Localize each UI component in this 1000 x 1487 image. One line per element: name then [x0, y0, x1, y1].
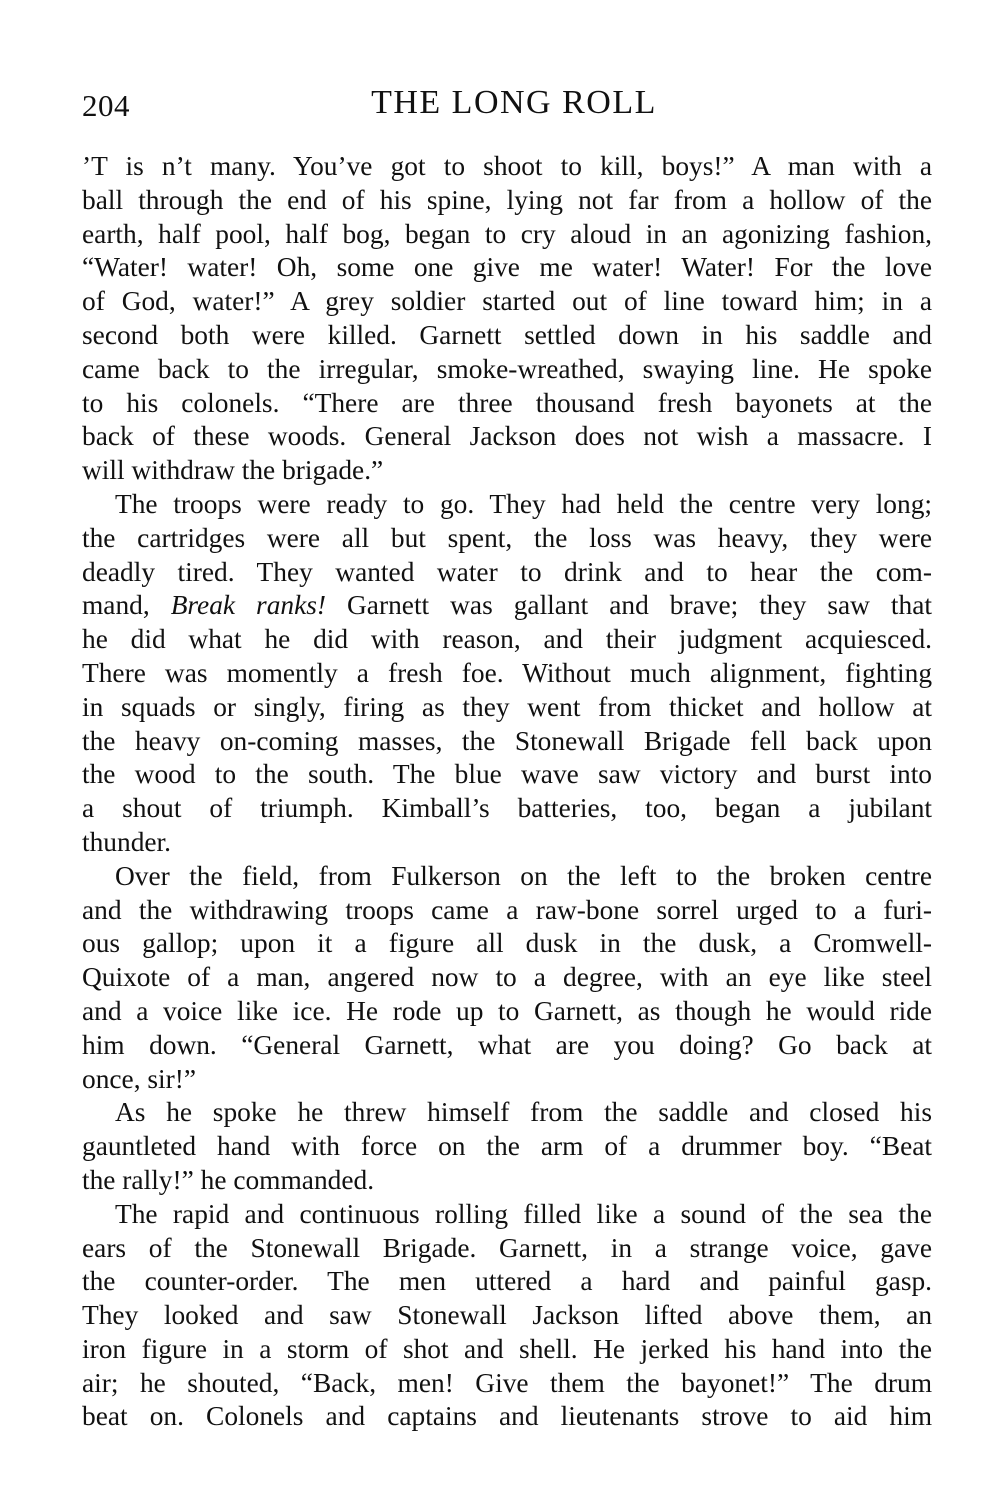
text-line: deadly tired. They wanted water to drink and to hear the com-: [82, 556, 932, 587]
text-line: Over the field, from Fulkerson on the left to the broken centre: [115, 860, 932, 891]
text-line: and the withdrawing troops came a raw-bone sorrel urged to a furi-: [82, 894, 932, 925]
text-line: ball through the end of his spine, lying not far from a hollow of the: [82, 184, 932, 215]
text-line: iron figure in a storm of shot and shell. He jerked his hand into the: [82, 1333, 933, 1364]
text-line: a shout of triumph. Kimball’s batteries, too, began a jubilant: [82, 793, 933, 824]
text-line: air; he shouted, “Back, men! Give them the bayonet!” The drum: [82, 1367, 933, 1398]
text-line: once, sir!”: [82, 1063, 197, 1094]
text-line: thunder.: [82, 826, 172, 857]
page-header: [82, 84, 932, 136]
text-line: “Water! water! Oh, some one give me water! Water! For the love: [82, 252, 933, 283]
text-line: They looked and saw Stonewall Jackson lifted above them, an: [82, 1300, 933, 1331]
text-line: ears of the Stonewall Brigade. Garnett, in a strange voice, gave: [82, 1232, 932, 1263]
text-line: came back to the irregular, smoke-wreathed, swaying line. He spoke: [82, 353, 932, 384]
paragraph-4: [82, 1096, 932, 1197]
text-line: The rapid and continuous rolling filled like a sound of the sea the: [115, 1198, 932, 1229]
text-line: and a voice like ice. He rode up to Garnett, as though he would ride: [82, 995, 933, 1026]
emphasis-text: Break ranks!: [170, 590, 327, 621]
text-line: the counter-order. The men uttered a hard and painful gasp.: [82, 1266, 933, 1297]
body-text: [82, 150, 932, 1434]
text-line: the heavy on-coming masses, the Stonewall Brigade fell back upon: [82, 725, 932, 756]
text-line: beat on. Colonels and captains and lieutenants strove to aid him: [82, 1401, 933, 1432]
text-line: Quixote of a man, angered now to a degree, with an eye like steel: [82, 962, 932, 993]
text-line: The troops were ready to go. They had held the centre very long;: [115, 488, 932, 519]
text-line: he did what he did with reason, and their judgment acquiesced.: [82, 624, 932, 655]
text-line: back of these woods. General Jackson does not wish a massacre. I: [82, 421, 932, 452]
paragraph-3: [82, 860, 932, 1097]
text-line: the cartridges were all but spent, the loss was heavy, they were: [82, 522, 933, 553]
text-line: the wood to the south. The blue wave saw victory and burst into: [82, 759, 932, 790]
text-line: of God, water!” A grey soldier started out of line toward him; in a: [82, 286, 932, 317]
text-line: mand, Break ranks! Garnett was gallant and brave; they saw that: [82, 590, 932, 621]
book-page: [82, 84, 932, 1434]
text-line: gauntleted hand with force on the arm of a drummer boy. “Beat: [82, 1131, 933, 1162]
text-line: second both were killed. Garnett settled down in his saddle and: [82, 319, 932, 350]
text-line: will withdraw the brigade.”: [82, 455, 384, 486]
text-line: As he spoke he threw himself from the saddle and closed his: [115, 1097, 932, 1128]
text-line: him down. “General Garnett, what are you doing? Go back at: [82, 1029, 932, 1060]
paragraph-2: [82, 488, 932, 860]
page-number: 204: [82, 88, 130, 123]
text-line: the rally!” he commanded.: [82, 1164, 375, 1195]
text-line: in squads or singly, firing as they went from thicket and hollow at: [82, 691, 932, 722]
text-line: ous gallop; upon it a figure all dusk in the dusk, a Cromwell-: [82, 928, 933, 959]
paragraph-1: [82, 150, 932, 488]
text-line: There was momently a fresh foe. Without much alignment, fighting: [82, 657, 933, 688]
text-line: to his colonels. “There are three thousand fresh bayonets at the: [82, 387, 933, 418]
running-title: THE LONG ROLL: [371, 84, 657, 121]
text-line: earth, half pool, half bog, began to cry aloud in an agonizing fashion,: [82, 218, 932, 249]
paragraph-5: [82, 1198, 932, 1435]
text-line: ’T is n’t many. You’ve got to shoot to kill, boys!” A man with a: [82, 151, 932, 181]
